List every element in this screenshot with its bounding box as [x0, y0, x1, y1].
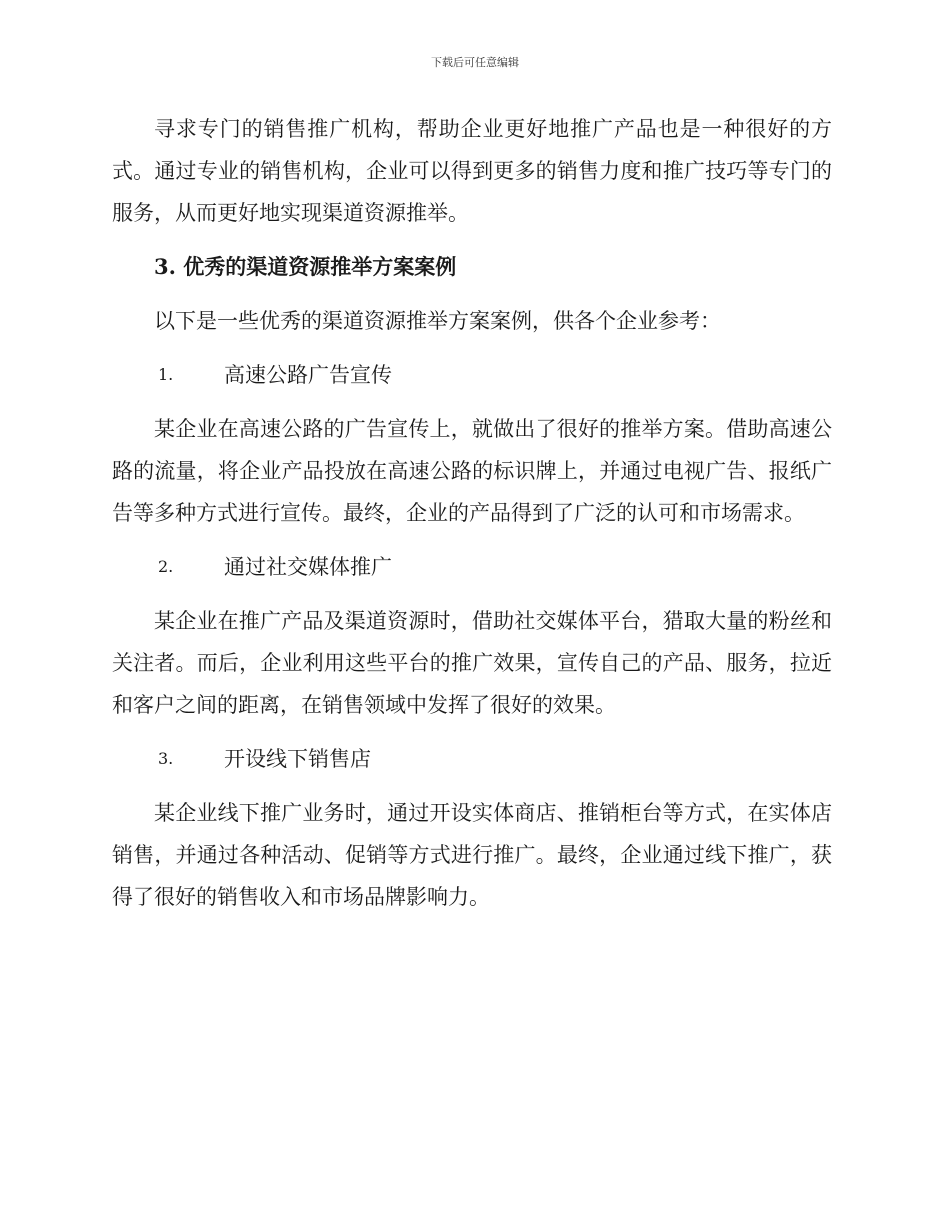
intro-paragraph: 以下是一些优秀的渠道资源推举方案案例，供各个企业参考：	[154, 309, 721, 333]
paragraph-offline-store: 某企业线下推广业务时，通过开设实体商店、推销柜台等方式，在实体店销售，并通过各种活动、促销等方式进行推广。最终，企业通过线下推广，获得了很好的销售收入和市场品牌影响力。	[112, 801, 832, 909]
section-heading: 3. 优秀的渠道资源推举方案案例	[154, 254, 457, 279]
list-number: 3.	[158, 749, 174, 768]
paragraph-social-media: 某企业在推广产品及渠道资源时，借助社交媒体平台，猎取大量的粉丝和关注者。而后，企业利用这些平台的推广效果，宣传自己的产品、服务，拉近和客户之间的距离，在销售领域中发挥了很好的效果。	[112, 609, 832, 717]
paragraph-sales-agency: 寻求专门的销售推广机构，帮助企业更好地推广产品也是一种很好的方式。通过专业的销售机构，企业可以得到更多的销售力度和推广技巧等专门的服务，从而更好地实现渠道资源推举。	[112, 117, 832, 225]
page-header: 下载后可任意编辑	[431, 56, 519, 69]
list-item-1	[112, 354, 832, 396]
list-title: 通过社交媒体推广	[224, 555, 392, 579]
list-number: 1.	[158, 365, 174, 384]
list-title: 开设线下销售店	[224, 747, 371, 771]
document-body	[112, 108, 832, 930]
list-number: 2.	[158, 557, 174, 576]
paragraph-highway-ads: 某企业在高速公路的广告宣传上，就做出了很好的推举方案。借助高速公路的流量，将企业产品投放在高速公路的标识牌上，并通过电视广告、报纸广告等多种方式进行宣传。最终，企业的产品得到了广泛的认可和市场需求。	[112, 417, 832, 525]
list-title: 高速公路广告宣传	[224, 363, 392, 387]
list-item-2	[112, 546, 832, 588]
list-item-3	[112, 738, 832, 780]
